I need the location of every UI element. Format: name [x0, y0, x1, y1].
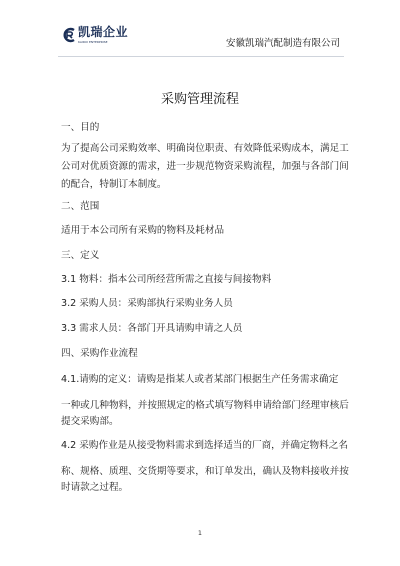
page-header — [0, 0, 400, 62]
page-number: 1 — [197, 529, 203, 537]
body-line: 称、规格、质理、交货期等要求，和订单发出，确认及物料接收并按 — [61, 466, 349, 477]
company-logo-icon — [62, 27, 76, 43]
body-line: 3.2 采购人员：采购部执行采购业务人员 — [61, 298, 233, 309]
body-line: 3.1 物料：指本公司所经营所需之直接与间接物料 — [61, 274, 272, 285]
body-line: 提交采购部。 — [61, 416, 119, 427]
body-line: 3.3 需求人员：各部门开具请购申请之人员 — [61, 323, 243, 334]
body-line: 的配合，特制订本制度。 — [61, 179, 167, 190]
body-line: 适用于本公司所有采购的物料及耗材品 — [61, 225, 225, 236]
body-line: 4.1.请购的定义：请购是指某人或者某部门根据生产任务需求确定 — [61, 374, 339, 385]
body-line: 一种或几种物料，并按照规定的格式填写物料申请给部门经理审核后 — [61, 400, 349, 411]
section-heading-scope: 二、范围 — [61, 201, 100, 212]
section-heading-definition: 三、定义 — [61, 250, 100, 261]
section-heading-process: 四、采购作业流程 — [61, 348, 138, 359]
company-name: 安徽凯瑞汽配制造有限公司 — [226, 38, 341, 49]
document-title: 采购管理流程 — [160, 92, 239, 107]
body-line: 时请款之过程。 — [61, 482, 129, 493]
body-line: 公司对优质资源的需求，进一步规范物资采购流程，加强与各部门间 — [61, 161, 349, 172]
logo-subtext: KAIRUI ENTERPRISE — [78, 40, 108, 44]
body-line: 为了提高公司采购效率、明确岗位职责、有效降低采购成本，满足工 — [61, 143, 349, 154]
header-divider — [58, 56, 344, 57]
section-heading-purpose: 一、目的 — [61, 122, 100, 133]
body-line: 4.2 采购作业是从接受物料需求到选择适当的厂商，并确定物料之名 — [61, 440, 348, 451]
logo-text: 凯瑞企业 — [78, 25, 129, 39]
